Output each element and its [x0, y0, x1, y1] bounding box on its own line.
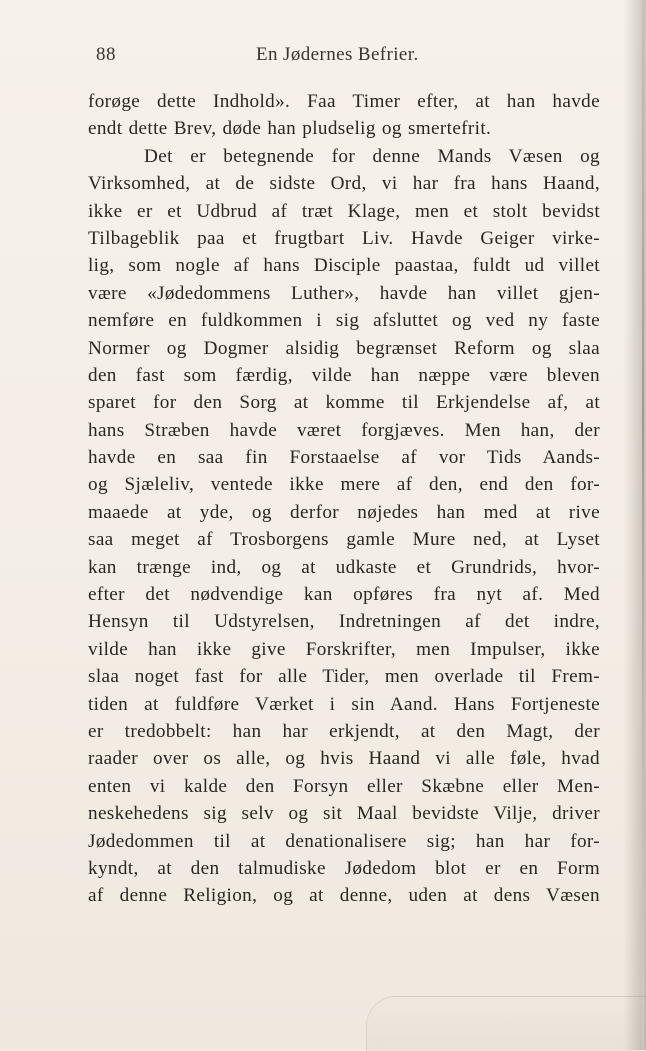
text-line: havde en saa fin Forstaaelse af vor Tids Aands-: [88, 447, 600, 469]
text-line: forøge dette Indhold». Faa Timer efter, at han havde: [88, 91, 600, 112]
text-line: efter det nødvendige kan opføres fra nyt af. Med: [88, 584, 600, 606]
text-line: nemføre en fuldkommen i sig afsluttet og ved ny faste: [88, 310, 600, 332]
text-line: kyndt, at den talmudiske Jødedom blot er en Form: [88, 857, 600, 879]
text-line: Virksomhed, at de sidste Ord, vi har fra hans Haand,: [88, 173, 600, 195]
text-line: sparet for den Sorg at komme til Erkjendelse af, at: [88, 392, 600, 414]
text-line: vilde han ikke give Forskrifter, men Impulser, ikke: [88, 638, 600, 660]
page-header: [0, 44, 646, 72]
text-line: af denne Religion, og at denne, uden at dens Væsen: [88, 885, 600, 907]
text-line: den fast som færdig, vilde han næppe være bleven: [88, 364, 600, 386]
text-line: ikke er et Udbrud af træt Klage, men et stolt bevidst: [88, 200, 600, 222]
text-line: raader over os alle, og hvis Haand vi alle føle, hvad: [88, 748, 600, 770]
text-line: saa meget af Trosborgens gamle Mure ned, at Lyset: [88, 529, 600, 551]
text-line: endt dette Brev, døde han pludselig og smertefrit.: [88, 118, 492, 140]
running-title: En Jødernes Befrier.: [256, 44, 419, 65]
text-line: slaa noget fast for alle Tider, men overlade til Frem-: [88, 666, 600, 688]
text-line: Det er betegnende for denne Mands Væsen og: [144, 145, 600, 167]
text-line: er tredobbelt: han har erkjendt, at den Magt, der: [88, 720, 600, 742]
text-line: enten vi kalde den Forsyn eller Skæbne eller Men-: [88, 775, 600, 797]
text-line: Normer og Dogmer alsidig begrænset Reform og slaa: [88, 337, 600, 359]
text-line: kan trænge ind, og at udkaste et Grundrids, hvor-: [88, 556, 600, 578]
body-text: [88, 88, 600, 910]
text-line: Jødedommen til at denationalisere sig; han har for-: [88, 830, 600, 852]
text-line: tiden at fuldføre Værket i sin Aand. Hans Fortjeneste: [88, 693, 600, 715]
text-line: Hensyn til Udstyrelsen, Indretningen af det indre,: [88, 611, 600, 633]
text-line: hans Stræben havde været forgjæves. Men han, der: [88, 419, 600, 441]
page-number: 88: [96, 44, 116, 65]
text-line: neskehedens sig selv og sit Maal bevidste Vilje, driver: [88, 803, 600, 825]
text-line: og Sjæleliv, ventede ikke mere af den, end den for-: [88, 474, 600, 496]
paper-crease: [366, 996, 646, 1051]
text-line: lig, som nogle af hans Disciple paastaa, fuldt ud villet: [88, 255, 600, 277]
text-line: maaede at yde, og derfor nøjedes han med at rive: [88, 501, 600, 523]
page-edge: [642, 0, 644, 1050]
text-line: være «Jødedommens Luther», havde han villet gjen-: [88, 282, 600, 304]
text-line: Tilbageblik paa et frugtbart Liv. Havde Geiger virke-: [88, 227, 600, 249]
